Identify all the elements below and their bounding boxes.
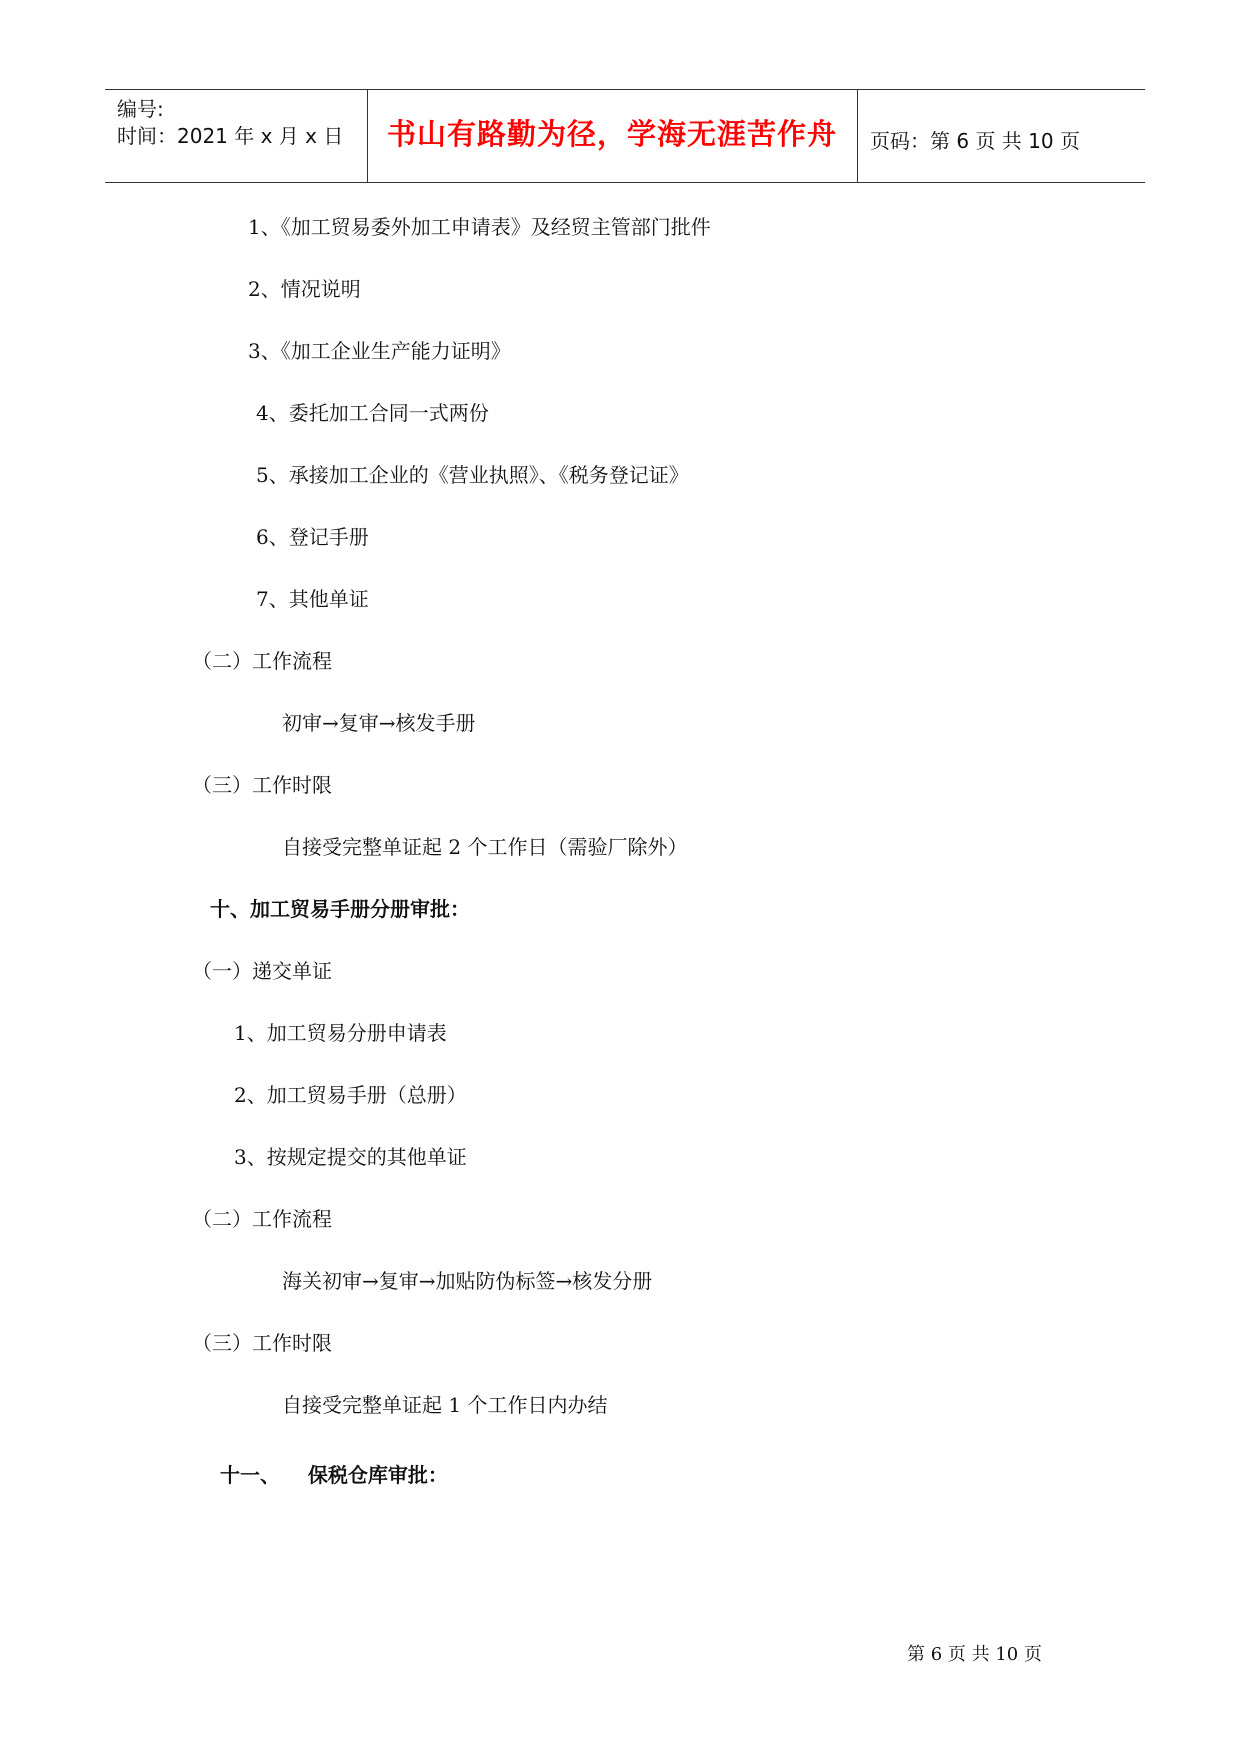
section-subheading: （二）工作流程 xyxy=(192,649,332,673)
list-item: 6、登记手册 xyxy=(256,525,369,549)
list-item: 7、其他单证 xyxy=(256,587,369,611)
list-item: 3、《加工企业生产能力证明》 xyxy=(248,339,511,363)
header-divider-right xyxy=(857,90,858,183)
list-item: 1、加工贸易分册申请表 xyxy=(234,1021,447,1045)
header-divider-left xyxy=(367,90,368,183)
section-heading: 十、加工贸易手册分册审批： xyxy=(210,897,470,921)
header-time-label: 时间：2021 年 x 月 x 日 xyxy=(117,124,344,148)
list-item: 2、加工贸易手册（总册） xyxy=(234,1083,467,1107)
header-bottom-rule xyxy=(105,182,1145,183)
section-subheading: （三）工作时限 xyxy=(192,773,332,797)
list-item: 3、按规定提交的其他单证 xyxy=(234,1145,467,1169)
process-flow: 海关初审→复审→加贴防伪标签→核发分册 xyxy=(282,1269,653,1293)
header-motto: 书山有路勤为径，学海无涯苦作舟 xyxy=(386,117,837,151)
section-subheading: （三）工作时限 xyxy=(192,1331,332,1355)
time-limit-text: 自接受完整单证起 2 个工作日（需验厂除外） xyxy=(282,835,688,859)
section-subheading: （一）递交单证 xyxy=(192,959,332,983)
list-item: 4、委托加工合同一式两份 xyxy=(256,401,489,425)
list-item: 2、情况说明 xyxy=(248,277,361,301)
list-item: 5、承接加工企业的《营业执照》、《税务登记证》 xyxy=(256,463,689,487)
section-subheading: （二）工作流程 xyxy=(192,1207,332,1231)
header-number-label: 编号: xyxy=(117,97,164,121)
process-flow: 初审→复审→核发手册 xyxy=(282,711,476,735)
footer-page-number: 第 6 页 共 10 页 xyxy=(907,1644,1042,1665)
list-item: 1、《加工贸易委外加工申请表》及经贸主管部门批件 xyxy=(248,215,711,239)
time-limit-text: 自接受完整单证起 1 个工作日内办结 xyxy=(282,1393,608,1417)
header-page-label: 页码：第 6 页 共 10 页 xyxy=(870,129,1080,153)
section-heading: 十一、 保税仓库审批： xyxy=(220,1463,448,1487)
header-top-rule xyxy=(105,89,1145,90)
